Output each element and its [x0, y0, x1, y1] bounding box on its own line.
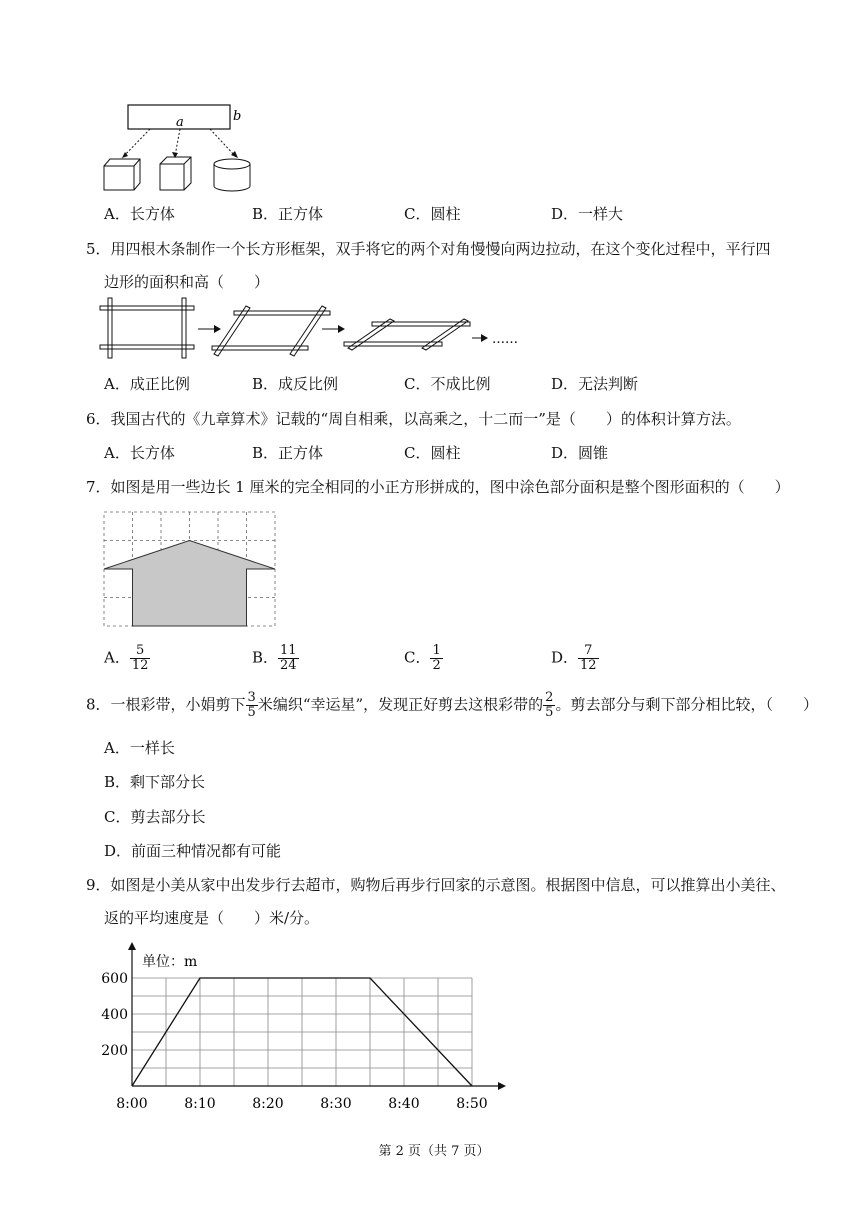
q6-option-a[interactable]: A．长方体	[104, 444, 175, 462]
q5-parallelogram-2	[344, 319, 470, 350]
x-tick-label: 8:50	[456, 1096, 488, 1112]
q7-option-b[interactable]	[252, 644, 299, 673]
q7-option-b-num: 11	[280, 643, 297, 658]
q7-grid-figure	[104, 512, 276, 628]
q7-option-c-num: 1	[432, 643, 441, 658]
q7-option-d-label: D．	[551, 648, 579, 667]
q6-option-d[interactable]: D．圆锥	[551, 444, 609, 462]
q5-option-b[interactable]: B．成反比例	[252, 375, 339, 393]
q8-option-d[interactable]: D．前面三种情况都有可能	[104, 842, 282, 860]
q7-option-d-num: 7	[578, 644, 599, 659]
q4-option-d[interactable]: D．一样大	[551, 205, 624, 223]
x-tick-label: 8:40	[388, 1096, 420, 1112]
x-tick-label: 8:30	[320, 1096, 352, 1112]
y-tick-label: 400	[101, 1007, 128, 1023]
q9-chart	[96, 940, 516, 1115]
q4-cube-shape	[160, 157, 191, 190]
q9-stem-line1: 9．如图是小美从家中出发步行去超市，购物后再步行回家的示意图。根据图中信息，可以推算出小美往、	[86, 876, 786, 894]
q5-parallelogram-1	[212, 306, 330, 356]
q9-stem-line2: 返的平均速度是（ ）米/分。	[104, 909, 320, 927]
q8-option-b[interactable]: B．剩下部分长	[104, 773, 206, 791]
q4-label-b: b	[233, 109, 242, 124]
y-axis-arrow	[128, 942, 136, 950]
q8-frac1-den: 5	[247, 705, 256, 720]
q8-stem-part3: 。剪去部分与剩下部分相比较，（ ）	[555, 695, 818, 714]
q7-option-a-num: 5	[130, 644, 151, 659]
q7-option-a[interactable]	[104, 644, 150, 673]
q7-option-c-den: 2	[432, 658, 441, 673]
q4-option-b[interactable]: B．正方体	[252, 205, 324, 223]
q6-option-c[interactable]: C．圆柱	[404, 444, 461, 462]
q7-option-b-den: 24	[280, 658, 297, 673]
y-tick-label: 600	[101, 971, 128, 987]
q5-stem-line1: 5．用四根木条制作一个长方形框架，双手将它的两个对角慢慢向两边拉动，在这个变化过程中，平行四	[86, 240, 771, 258]
x-tick-label: 8:20	[252, 1096, 284, 1112]
q7-stem: 7．如图是用一些边长 1 厘米的完全相同的小正方形拼成的，图中涂色部分面积是整个图形面积的（ ）	[86, 478, 790, 496]
q8-frac2-den: 5	[545, 705, 554, 720]
q8-frac2-num: 2	[545, 690, 554, 705]
q5-stem-line2: 边形的面积和高（ ）	[104, 273, 270, 291]
q4-cuboid-shape	[104, 159, 140, 190]
q5-figure	[100, 298, 530, 362]
q7-option-a-label: A．	[104, 648, 130, 667]
q4-label-a: a	[176, 115, 184, 130]
q9-chart-ylabel: 单位：m	[142, 954, 198, 970]
q5-option-c[interactable]: C．不成比例	[404, 375, 491, 393]
q7-option-d[interactable]	[551, 644, 599, 673]
q4-figure	[100, 100, 260, 200]
q8-stem	[86, 691, 818, 720]
q5-rect-frame	[100, 298, 194, 358]
q8-option-a[interactable]: A．一样长	[104, 739, 175, 757]
q5-ellipsis: ……	[492, 332, 518, 347]
q8-stem-part1: 8．一根彩带，小娟剪下	[86, 695, 246, 714]
q6-option-b[interactable]: B．正方体	[252, 444, 324, 462]
q7-option-c[interactable]	[404, 644, 443, 673]
q7-option-d-den: 12	[580, 658, 597, 673]
q8-frac1-num: 3	[247, 690, 256, 705]
q7-option-b-label: B．	[252, 648, 279, 667]
q8-stem-part2: 米编织“幸运星”，发现正好剪去这根彩带的	[257, 695, 544, 714]
y-tick-label: 200	[101, 1043, 128, 1059]
q5-option-d[interactable]: D．无法判断	[551, 375, 639, 393]
q5-option-a[interactable]: A．成正比例	[104, 375, 190, 393]
q7-option-a-den: 12	[131, 658, 149, 673]
q6-stem: 6．我国古代的《九章算术》记载的“周自相乘，以高乘之，十二而一”是（ ）的体积计算方法。	[86, 410, 741, 428]
q7-shaded-region	[104, 541, 275, 627]
q4-option-c[interactable]: C．圆柱	[404, 205, 461, 223]
q4-option-a[interactable]: A．长方体	[104, 205, 175, 223]
x-tick-label: 8:00	[116, 1096, 148, 1112]
x-axis-arrow	[498, 1082, 506, 1090]
q4-cylinder-shape	[214, 159, 250, 191]
q8-option-c[interactable]: C．剪去部分长	[104, 808, 206, 826]
page-footer: 第 2 页（共 7 页）	[378, 1144, 490, 1159]
q7-option-c-label: C．	[404, 648, 431, 667]
x-tick-label: 8:10	[184, 1096, 216, 1112]
